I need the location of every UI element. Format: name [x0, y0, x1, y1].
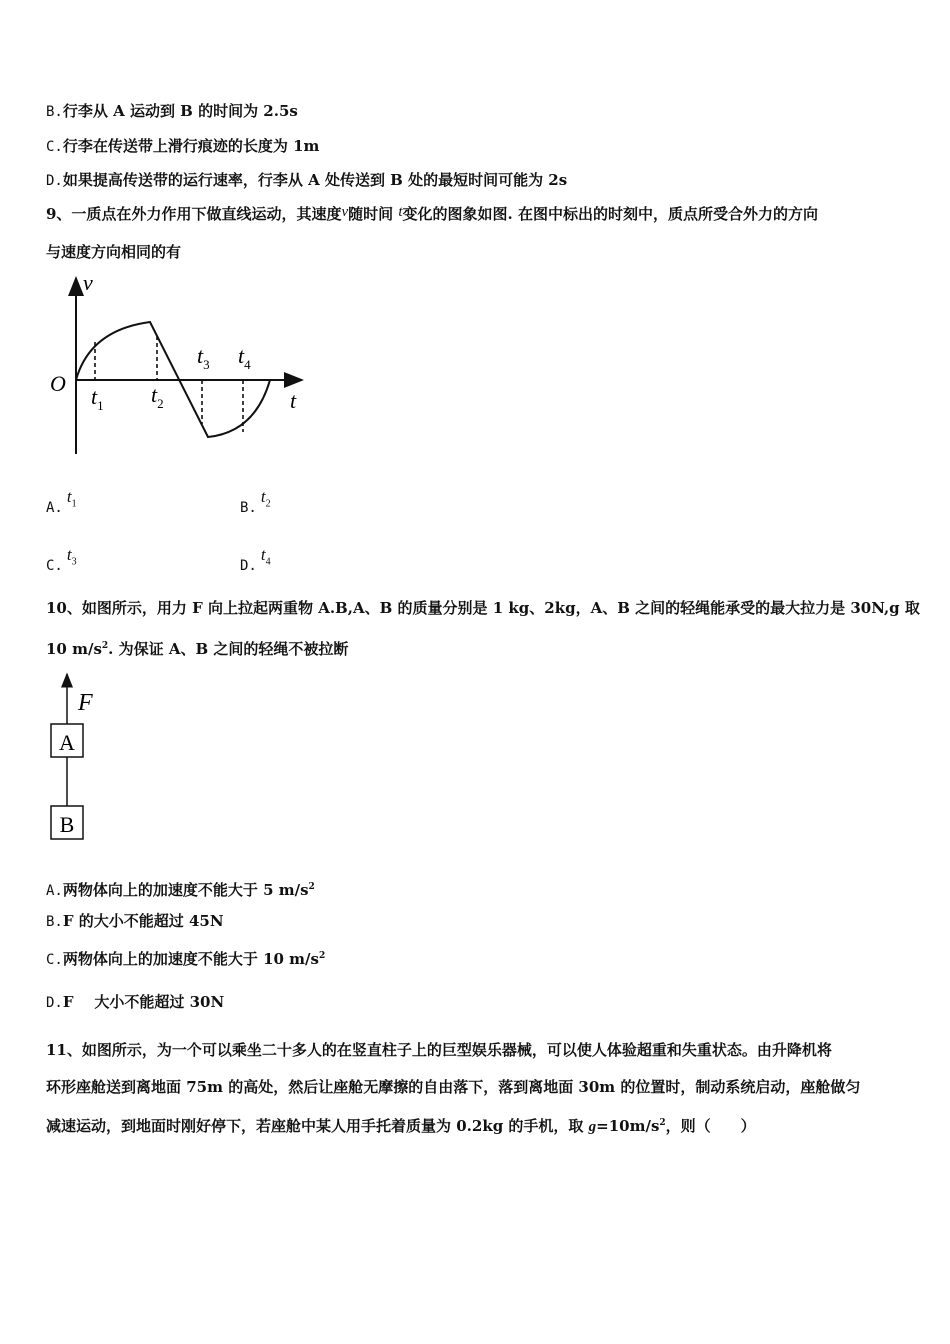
option-text: 两物体向上的加速度不能大于 10 $m/s^2$: [62, 950, 326, 968]
q9-option-b: [240, 487, 271, 519]
q10-option-c: [46, 946, 325, 970]
q10-stem-line1: 10、如图所示，用力 F 向上拉起两重物 A.B,A、B 的质量分别是 1 kg、2kg，A、B 之间的轻绳能承受的最大拉力是 30N,g 取: [46, 599, 920, 617]
q10-option-a: [46, 877, 315, 901]
velocity-time-graph: [40, 266, 320, 461]
option-prefix: C.: [46, 558, 63, 574]
v-symbol: v: [341, 204, 349, 220]
t2-label: $t_2$: [151, 382, 164, 411]
q10-stem-line2: 10 $m/s^2$. 为保证 A、B 之间的轻绳不被拉断: [46, 640, 349, 658]
option-prefix: B.: [46, 914, 63, 930]
q9-option-a: [46, 487, 77, 519]
option-prefix: C.: [46, 952, 63, 968]
t-axis-label: t: [290, 388, 297, 413]
pulley-blocks-diagram: [40, 668, 120, 844]
option-text: 行李在传送带上滑行痕迹的长度为 1m: [62, 137, 320, 155]
option-prefix: A.: [46, 883, 63, 899]
q9-option-c: [46, 545, 77, 577]
option-text: 如果提高传送带的运行速率，行李从 A 处传送到 B 处的最短时间可能为 2s: [62, 171, 568, 189]
q8-option-d: [46, 170, 567, 191]
option-prefix: D.: [240, 558, 257, 574]
v-axis-label: v: [83, 270, 93, 295]
t4-label: $t_4$: [238, 343, 251, 372]
stem-text: 随时间: [348, 205, 394, 223]
q9-stem-line1: [46, 204, 818, 225]
q11-stem-line1: 11、如图所示，为一个可以乘坐二十多人的在竖直柱子上的巨型娱乐器械，可以使人体验超重和失重状态。由升降机将: [46, 1041, 832, 1059]
q10-option-b: [46, 911, 224, 932]
block-a-label: A: [59, 730, 75, 755]
option-prefix: D.: [46, 995, 63, 1011]
option-text: 行李从 A 运动到 B 的时间为 2.5s: [62, 102, 298, 120]
option-prefix: B.: [240, 500, 257, 516]
option-text: F 大小不能超过 30N: [62, 993, 225, 1011]
force-label: F: [78, 690, 93, 716]
q11-stem-line2: 环形座舱送到离地面 75m 的高处，然后让座舱无摩擦的自由落下，落到离地面 30m 的位置时，制动系统启动，座舱做匀: [46, 1078, 861, 1096]
t3-label: $t_3$: [197, 343, 210, 372]
option-prefix: A.: [46, 500, 63, 516]
option-symbol: $t_1$: [66, 487, 77, 510]
q8-option-b: [46, 101, 298, 122]
option-prefix: D.: [46, 173, 63, 189]
option-text: 两物体向上的加速度不能大于 5 $m/s^2$: [62, 881, 315, 899]
q10-option-d: [46, 992, 224, 1013]
t1-label: $t_1$: [91, 384, 104, 413]
q9-option-d: [240, 545, 271, 577]
q8-option-c: [46, 136, 319, 157]
option-symbol: $t_4$: [260, 545, 271, 568]
q9-stem-line2: 与速度方向相同的有: [46, 243, 182, 261]
option-symbol: $t_3$: [66, 545, 77, 568]
block-b-label: B: [59, 812, 75, 837]
q11-stem-line3: 减速运动，到地面时刚好停下，若座舱中某人用手托着质量为 0.2kg 的手机，取 $g=10m/s^2$，则（ ）: [46, 1117, 756, 1135]
stem-text: 变化的图象如图. 在图中标出的时刻中，质点所受合外力的方向: [402, 205, 818, 223]
t-symbol: t: [398, 204, 403, 220]
option-text: F 的大小不能超过 45N: [62, 912, 224, 930]
option-symbol: $t_2$: [260, 487, 271, 510]
option-prefix: B.: [46, 104, 63, 120]
stem-text: 9、一质点在外力作用下做直线运动，其速度: [46, 205, 342, 223]
origin-label: O: [50, 371, 66, 396]
option-prefix: C.: [46, 139, 63, 155]
